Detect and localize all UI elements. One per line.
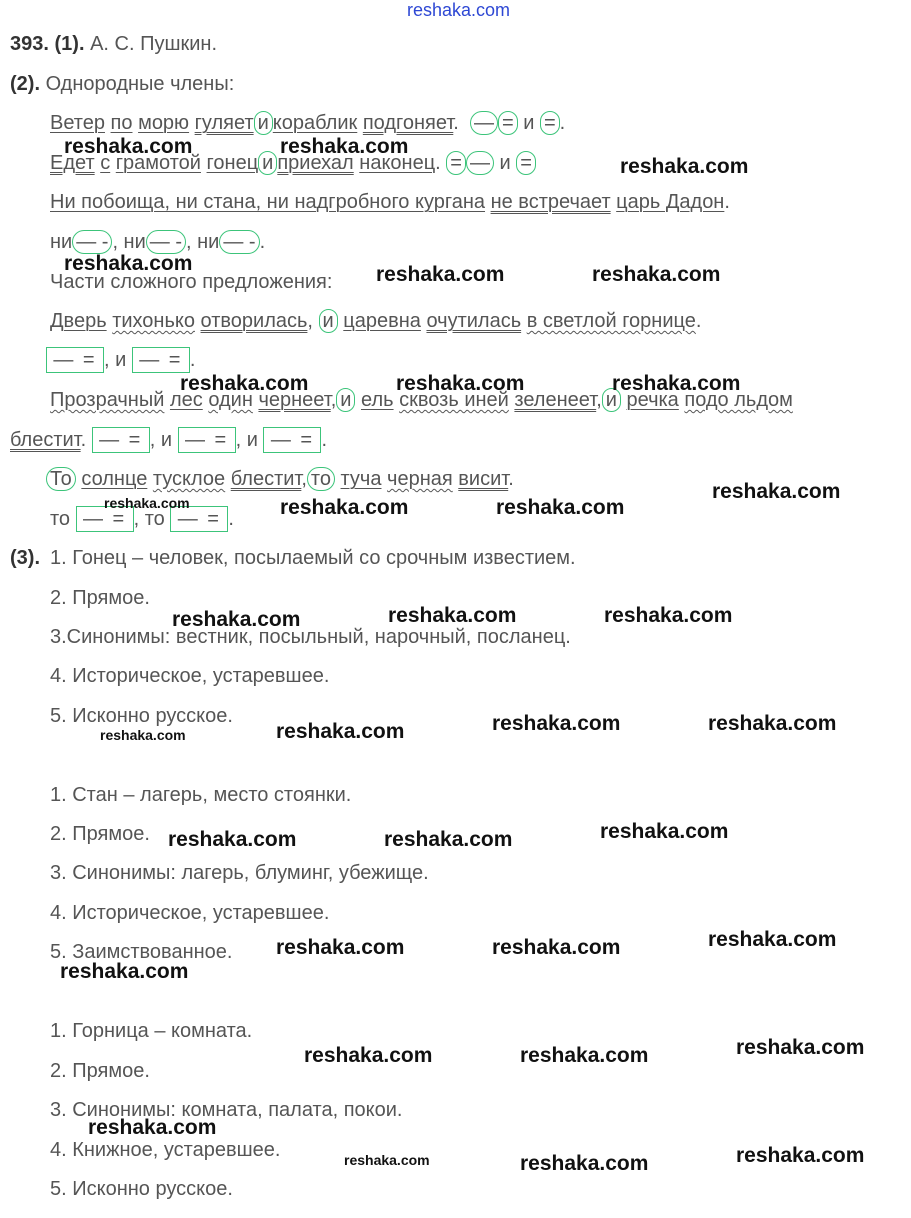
word: речка [626, 389, 679, 411]
list-item: 3.Синонимы: вестник, посыльный, нарочный, посланец. [50, 626, 571, 648]
complex-sentence-title: Части сложного предложения: [50, 271, 333, 293]
list-item: 2. Прямое. [50, 587, 150, 609]
scheme-box: — = [76, 506, 134, 532]
scheme-text: . [228, 508, 234, 530]
watermark: reshaka.com [104, 495, 190, 511]
scheme-circle: — - [146, 230, 186, 254]
exercise-number: 393. [10, 33, 49, 55]
word: подо льдом [684, 389, 793, 411]
watermark: reshaka.com [304, 1044, 433, 1067]
scheme-circle: = [446, 151, 466, 175]
word: отворилась [200, 310, 308, 332]
watermark: reshaka.com [276, 936, 405, 959]
word: в светлой горнице [526, 310, 696, 332]
word: Прозрачный [50, 389, 165, 411]
scheme-circle: — - [72, 230, 112, 254]
punct: . [508, 468, 514, 490]
scheme-text: . [259, 231, 266, 253]
word: сквозь иней [399, 389, 509, 411]
scheme-circle: — [470, 111, 498, 135]
word: морю [138, 112, 190, 134]
watermark: reshaka.com [492, 712, 621, 735]
watermark: reshaka.com [168, 828, 297, 851]
predicate: не встречает [490, 191, 611, 213]
watermark: reshaka.com [492, 936, 621, 959]
word: солнце [81, 468, 148, 490]
punct: , [307, 310, 313, 332]
list-item: 5. Исконно русское. [50, 705, 233, 727]
watermark: reshaka.com [280, 496, 409, 519]
list-item: 5. Заимствованное. [50, 941, 233, 963]
conjunction-circle: То [46, 467, 76, 491]
word: туча [340, 468, 382, 490]
punct: . [724, 191, 730, 213]
watermark: reshaka.com [100, 727, 186, 743]
word: тихонько [112, 310, 195, 332]
watermark: reshaka.com [384, 828, 513, 851]
watermark: reshaka.com [496, 496, 625, 519]
exercise-header [10, 32, 217, 56]
watermark: reshaka.com [712, 480, 841, 503]
conjunction-circle: и [336, 388, 355, 412]
punct: , [301, 468, 307, 490]
scheme-circle: = [540, 111, 560, 135]
word: черная [387, 468, 453, 490]
word: висит [458, 468, 509, 490]
word: лес [169, 389, 203, 411]
conjunction-circle: и [258, 151, 277, 175]
watermark: reshaka.com [376, 263, 505, 286]
watermark: reshaka.com [396, 372, 525, 395]
watermark: reshaka.com [736, 1144, 865, 1167]
watermark: reshaka.com [520, 1152, 649, 1175]
watermark: reshaka.com [708, 928, 837, 951]
watermark: reshaka.com [612, 372, 741, 395]
word: подгоняет [362, 112, 454, 134]
watermark: reshaka.com [604, 604, 733, 627]
word: ель [361, 389, 394, 411]
scheme-text: ни [50, 231, 73, 253]
sentence-6 [46, 467, 514, 491]
scheme-conj: и [499, 152, 511, 174]
word: кораблик [272, 112, 358, 134]
sentence-1: Ветер по морю гуляет и кораблик подгоняет. — = и = . [50, 112, 566, 134]
word: блестит [230, 468, 302, 490]
watermark: reshaka.com [407, 0, 511, 20]
conjunction-circle: то [307, 467, 335, 491]
watermark: reshaka.com [736, 1036, 865, 1059]
scheme-text: , и [235, 429, 258, 451]
watermark: reshaka.com [708, 712, 837, 735]
author: А. С. Пушкин. [90, 33, 218, 55]
watermark: reshaka.com [280, 135, 409, 158]
part2-heading [10, 72, 234, 96]
word: гонец [206, 152, 259, 174]
list-item: 5. Исконно русское. [50, 1178, 233, 1200]
scheme-box: — = [46, 347, 104, 373]
scheme-text: , и [104, 349, 127, 371]
sentence-4 [50, 309, 701, 333]
word: с [100, 152, 111, 174]
scheme-text: , то [133, 508, 165, 530]
sentence-3 [50, 190, 730, 214]
list-item: 2. Прямое. [50, 1060, 150, 1082]
part3-label: (3). [10, 547, 40, 569]
punct: . [435, 152, 441, 174]
scheme-text: . [189, 349, 196, 371]
list-item: 1. Горница – комната. [50, 1020, 253, 1042]
list-item: 4. Историческое, устаревшее. [50, 665, 330, 687]
punct: . [80, 429, 87, 451]
part2-title: Однородные члены: [45, 73, 235, 95]
watermark: reshaka.com [64, 135, 193, 158]
watermark: reshaka.com [620, 155, 749, 178]
list-item: 4. Историческое, устаревшее. [50, 902, 330, 924]
watermark: reshaka.com [388, 604, 517, 627]
part2-label: (2). [10, 73, 40, 95]
scheme-conj: и [523, 112, 535, 134]
scheme-text: , и [149, 429, 173, 451]
list-item: 3. Синонимы: лагерь, блуминг, убежище. [50, 862, 429, 884]
word: тусклое [152, 468, 226, 490]
scheme-text: . [321, 429, 328, 451]
list-item: 1. Стан – лагерь, место стоянки. [50, 784, 352, 806]
scheme-box: — = [92, 427, 150, 453]
word: зеленеет [514, 389, 597, 411]
word: Дверь [50, 310, 107, 332]
word: грамотой [115, 152, 201, 174]
conjunction-circle: и [602, 388, 621, 412]
scheme-circle: — [466, 151, 494, 175]
watermark: reshaka.com [344, 1152, 430, 1168]
watermark: reshaka.com [88, 1116, 217, 1139]
watermark: reshaka.com [592, 263, 721, 286]
watermark: reshaka.com [600, 820, 729, 843]
punct: . [453, 112, 459, 134]
conjunction-circle: и [319, 309, 338, 333]
scheme-box: — = [132, 347, 190, 373]
word: наконец [359, 152, 436, 174]
list-item: 1. Гонец – человек, посылаемый со срочным известием. [50, 547, 576, 569]
homogeneous-members: Ни побоища, ни стана, ни надгробного кургана [50, 191, 486, 213]
watermark: reshaka.com [172, 608, 301, 631]
list-item: 4. Книжное, устаревшее. [50, 1139, 281, 1161]
word: блестит [10, 429, 81, 451]
scheme-text: , ни [112, 231, 146, 253]
part1-label: (1). [54, 33, 85, 55]
scheme-box: — = [170, 506, 228, 532]
watermark: reshaka.com [180, 372, 309, 395]
scheme-box: — = [263, 427, 321, 453]
punct: . [695, 310, 702, 332]
word: один [208, 389, 253, 411]
sentence-5: Прозрачный лес один чернеет, и ель сквозь иней зеленеет, и речка подо льдом [50, 389, 793, 411]
list-item: 2. Прямое. [50, 823, 150, 845]
list-item: 3. Синонимы: комната, палата, покои. [50, 1099, 403, 1121]
word: очутилась [426, 310, 522, 332]
word: Едет [50, 152, 95, 174]
conjunction-circle: и [254, 111, 273, 135]
scheme-circle: = [516, 151, 536, 175]
word: приехал [277, 152, 354, 174]
watermark: reshaka.com [276, 720, 405, 743]
scheme-text: то [50, 508, 71, 530]
sentence-3-scheme [50, 230, 265, 254]
watermark: reshaka.com [520, 1044, 649, 1067]
sentence-5-cont [10, 427, 327, 455]
word: гуляет [194, 112, 254, 134]
word: по [110, 112, 133, 134]
scheme-text: , ни [186, 231, 220, 253]
watermark: reshaka.com [64, 252, 193, 275]
watermark: reshaka.com [60, 960, 189, 983]
scheme-circle: = [498, 111, 518, 135]
sentence-4-scheme [46, 347, 195, 375]
word: Ветер [50, 112, 105, 134]
scheme-circle: — - [219, 230, 259, 254]
word: чернеет [258, 389, 331, 411]
scheme-box: — = [178, 427, 236, 453]
word: царевна [343, 310, 421, 332]
subject: царь Дадон [616, 191, 725, 213]
